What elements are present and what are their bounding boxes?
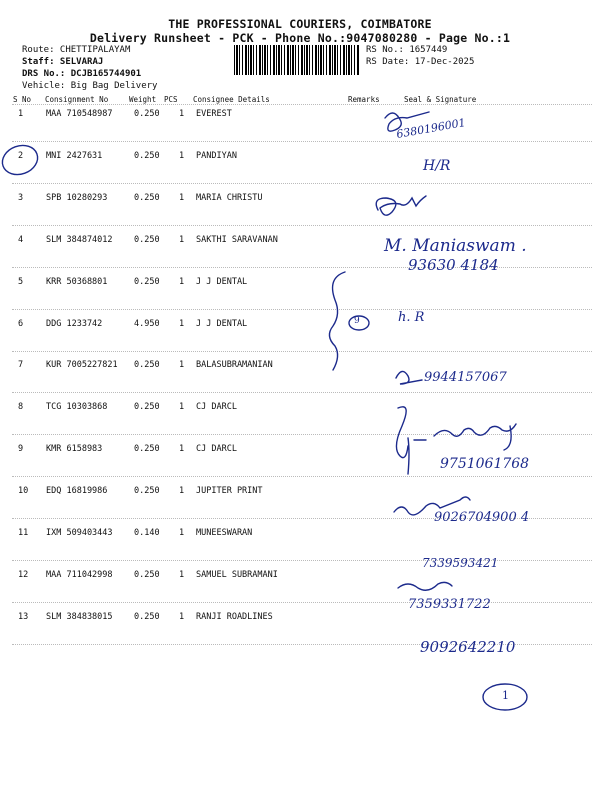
row-sno: 9 <box>18 444 24 454</box>
row-consignment-no: EDQ 16819986 <box>46 486 108 496</box>
col-sno: S No <box>13 95 32 104</box>
row-weight: 0.250 <box>134 109 160 119</box>
bracket-rows-5-6 <box>329 272 345 370</box>
header-rule <box>12 104 592 105</box>
signature-12-scribble <box>398 582 452 590</box>
rs-number: RS No.: 1657449 <box>366 45 448 55</box>
row-weight: 0.250 <box>134 235 160 245</box>
signature-4-phone: 93630 4184 <box>408 256 499 274</box>
company-title: THE PROFESSIONAL COURIERS, COIMBATORE <box>168 17 432 31</box>
page-circle-number: 1 <box>502 689 509 702</box>
row-weight: 0.140 <box>134 528 160 538</box>
row-consignment-no: MAA 711042998 <box>46 570 113 580</box>
row-divider <box>12 183 592 184</box>
signature-10-phone: 9026704900 4 <box>434 510 530 525</box>
row-consignee: SAMUEL SUBRAMANI <box>196 570 278 580</box>
row-pcs: 1 <box>179 193 185 203</box>
row-sno: 4 <box>18 235 24 245</box>
signature-4-name: M. Maniaswam . <box>384 236 527 256</box>
col-remarks: Remarks <box>348 95 380 104</box>
row-weight: 0.250 <box>134 444 160 454</box>
row-divider <box>12 476 592 477</box>
row-pcs: 1 <box>179 486 185 496</box>
signature-7-phone: 9944157067 <box>424 370 507 385</box>
row-sno: 2 <box>18 151 24 161</box>
staff-label: Staff: SELVARAJ <box>22 57 104 67</box>
row-weight: 4.950 <box>134 319 160 329</box>
row-consignee: SAKTHI SARAVANAN <box>196 235 278 245</box>
row-consignee: J J DENTAL <box>196 319 248 329</box>
row-pcs: 1 <box>179 528 185 538</box>
row-consignee: CJ DARCL <box>196 444 237 454</box>
row-pcs: 1 <box>179 109 185 119</box>
col-weight: Weight <box>129 95 157 104</box>
signature-9-phone: 9751061768 <box>440 456 530 472</box>
signature-3 <box>376 196 426 215</box>
row-sno: 7 <box>18 360 24 370</box>
row-sno: 10 <box>18 486 29 496</box>
row-consignment-no: IXM 509403443 <box>46 528 113 538</box>
row-divider <box>12 267 592 268</box>
drs-number: DRS No.: DCJB165744901 <box>22 69 142 79</box>
row-divider <box>12 560 592 561</box>
signature-5: h. R <box>398 310 425 325</box>
row-sno: 12 <box>18 570 29 580</box>
row-pcs: 1 <box>179 151 185 161</box>
row-weight: 0.250 <box>134 193 160 203</box>
row-sno: 13 <box>18 612 29 622</box>
row-consignment-no: MAA 710548987 <box>46 109 113 119</box>
row-pcs: 1 <box>179 277 185 287</box>
row-weight: 0.250 <box>134 570 160 580</box>
row-sno: 6 <box>18 319 24 329</box>
row-weight: 0.250 <box>134 151 160 161</box>
row-consignment-no: KUR 7005227821 <box>46 360 118 370</box>
runsheet-subtitle: Delivery Runsheet - PCK - Phone No.:9047080280 - Page No.:1 <box>89 31 511 45</box>
row-divider <box>12 141 592 142</box>
row-divider <box>12 351 592 352</box>
row-pcs: 1 <box>179 319 185 329</box>
col-consignee: Consignee Details <box>193 95 270 104</box>
row-consignee: RANJI ROADLINES <box>196 612 273 622</box>
row-sno: 5 <box>18 277 24 287</box>
row-pcs: 1 <box>179 235 185 245</box>
row-consignment-no: KMR 6158983 <box>46 444 103 454</box>
row-pcs: 1 <box>179 402 185 412</box>
row-consignment-no: SPB 10280293 <box>46 193 108 203</box>
row-consignee: MARIA CHRISTU <box>196 193 263 203</box>
row-sno: 11 <box>18 528 29 538</box>
signature-11-phone: 7339593421 <box>422 556 499 570</box>
row-consignment-no: SLM 384874012 <box>46 235 113 245</box>
barcode-image <box>234 45 360 75</box>
signature-7-scribble <box>396 371 422 384</box>
row-weight: 0.250 <box>134 277 160 287</box>
row-consignee: J J DENTAL <box>196 277 248 287</box>
row-consignment-no: TCG 10303868 <box>46 402 108 412</box>
row-consignment-no: KRR 50368801 <box>46 277 108 287</box>
row-divider <box>12 602 592 603</box>
row-weight: 0.250 <box>134 402 160 412</box>
signature-12-phone: 7359331722 <box>408 597 491 612</box>
rs-date: RS Date: 17-Dec-2025 <box>366 57 475 67</box>
row-sno: 1 <box>18 109 24 119</box>
row-divider <box>12 434 592 435</box>
row-weight: 0.250 <box>134 360 160 370</box>
col-consignment: Consignment No <box>45 95 109 104</box>
row-sno: 3 <box>18 193 24 203</box>
row-consignee: BALASUBRAMANIAN <box>196 360 273 370</box>
row-consignment-no: DDG 1233742 <box>46 319 103 329</box>
row-pcs: 1 <box>179 570 185 580</box>
row-weight: 0.250 <box>134 486 160 496</box>
vehicle-label: Vehicle: Big Bag Delivery <box>22 81 158 91</box>
row-divider <box>12 309 592 310</box>
row-sno: 8 <box>18 402 24 412</box>
row-consignee: CJ DARCL <box>196 402 237 412</box>
route-label: Route: CHETTIPALAYAM <box>22 45 131 55</box>
signature-13-phone: 9092642210 <box>420 638 516 656</box>
row-consignment-no: SLM 384838015 <box>46 612 113 622</box>
row-divider <box>12 392 592 393</box>
row-consignment-no: MNI 2427631 <box>46 151 103 161</box>
row-pcs: 1 <box>179 360 185 370</box>
row-weight: 0.250 <box>134 612 160 622</box>
col-seal-signature: Seal & Signature <box>404 95 477 104</box>
bracket-count: 9 <box>354 316 360 326</box>
row-consignee: EVEREST <box>196 109 232 119</box>
row-pcs: 1 <box>179 612 185 622</box>
signature-2: H/R <box>423 158 451 174</box>
row-consignee: JUPITER PRINT <box>196 486 263 496</box>
row-pcs: 1 <box>179 444 185 454</box>
signature-1: 6380196001 <box>395 116 467 141</box>
row-consignee: PANDIYAN <box>196 151 237 161</box>
col-pcs: PCS <box>164 95 178 104</box>
row-divider <box>12 225 592 226</box>
row-consignee: MUNEESWARAN <box>196 528 253 538</box>
